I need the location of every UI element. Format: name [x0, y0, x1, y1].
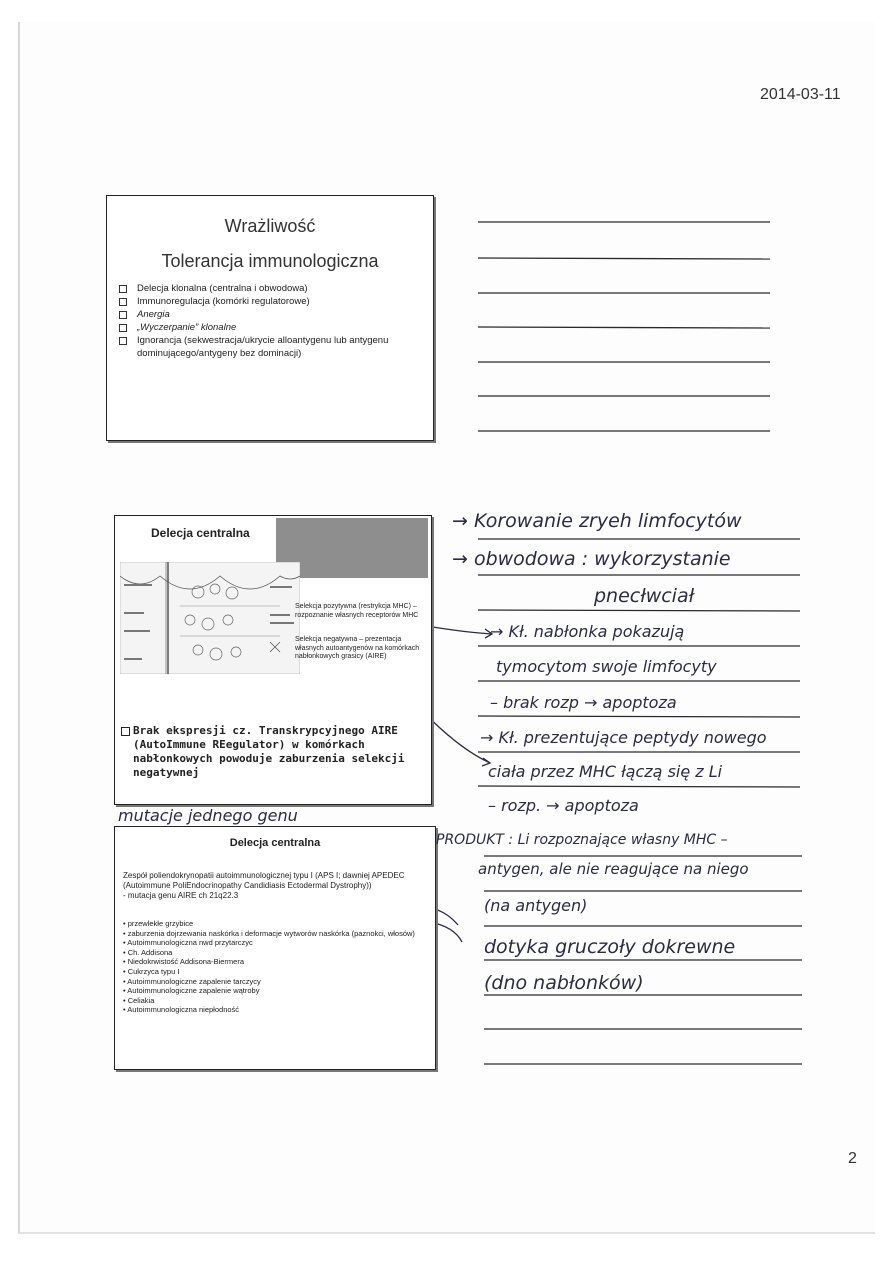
handwritten-note: mutacje jednego genu: [118, 806, 298, 825]
slide1-bullet: Immunoregulacja (komórki regulatorowe): [117, 295, 417, 308]
thymus-diagram: [120, 562, 300, 674]
slide2-title: Delecja centralna: [151, 526, 250, 540]
slide3-bullet: • przewlekłe grzybice: [123, 919, 429, 929]
handwritten-note: – rozp. → apoptoza: [488, 796, 639, 815]
slide3-bullet: • Cukrzyca typu I: [123, 967, 429, 977]
positive-selection-label: Selekcja pozytywna (restrykcja MHC) – rozpoznanie własnych receptorów MHC: [295, 603, 419, 619]
slide3-bullet: • Autoimmunologiczne zapalenie tarczycy: [123, 977, 429, 987]
handwritten-note: dotyka gruczoły dokrewne: [484, 936, 736, 958]
slide1-bullet: „Wyczerpanie” klonalne: [117, 321, 417, 334]
slide3-bullet: • Ch. Addisona: [123, 948, 429, 958]
slide1-subtitle: Tolerancja immunologiczna: [161, 251, 379, 271]
handwritten-note: → Korowanie zryeh limfocytów: [452, 510, 742, 532]
slide1-bullet-list: [117, 282, 417, 360]
handwritten-note: (dno nabłonków): [484, 972, 644, 994]
slide3-symptom-list: [123, 919, 429, 1015]
slide-aps1: [114, 826, 436, 1070]
handwritten-note: tymocytom swoje limfocyty: [496, 657, 717, 676]
slide3-intro-line: - mutacja genu AIRE ch 21q22.3: [123, 891, 239, 900]
slide-tolerancja: [106, 195, 434, 441]
slide3-title: Delecja centralna: [229, 837, 321, 849]
handwritten-note: – brak rozp → apoptoza: [490, 693, 677, 712]
slide3-intro-line: Zespół poliendokrynopatii autoimmunologicznej typu I (APS I; dawniej APEDEC (Autoimmune PoliEndocrinopathy Candidiasis Ectodermal Dystrophy)): [123, 871, 405, 890]
slide3-bullet: • Celiakia: [123, 996, 429, 1006]
slide3-intro: [123, 871, 429, 901]
negative-selection-label: Selekcja negatywna – prezentacja własnych autoantygenów na komórkach nabłonkowych grasicy (AIRE): [295, 636, 420, 660]
page-number: 2: [848, 1150, 857, 1167]
handwritten-note: pnecłwciał: [594, 585, 695, 607]
slide3-bullet: • Niedokrwistość Addisona-Biermera: [123, 957, 429, 967]
slide1-bullet: Delecja klonalna (centralna i obwodowa): [117, 282, 417, 295]
slide3-bullet: • Autoimmunologiczna nwd przytarczyc: [123, 938, 429, 948]
page-date: 2014-03-11: [760, 86, 841, 103]
slide1-bullet: Ignorancja (sekwestracja/ukrycie alloantygenu lub antygenu dominującego/antygeny bez dominacji): [117, 334, 417, 360]
slide1-title: Wrażliwość: [224, 216, 316, 236]
handwritten-note: PRODUKT : Li rozpoznające własny MHC –: [436, 832, 728, 848]
slide3-bullet: • zaburzenia dojrzewania naskórka i deformacje wytworów naskórka (paznokci, włosów): [123, 929, 429, 939]
slide1-bullet: Anergia: [117, 308, 417, 321]
slide-delecja-centralna: [114, 515, 432, 805]
handwritten-note: → Kł. prezentujące peptydy nowego: [480, 728, 767, 747]
handwritten-note: → Kł. nabłonka pokazują: [490, 622, 685, 641]
handwritten-note: → obwodowa : wykorzystanie: [452, 548, 731, 570]
handwritten-note: ciała przez MHC łączą się z Li: [488, 762, 723, 781]
slide3-bullet: • Autoimmunologiczne zapalenie wątroby: [123, 986, 429, 996]
slide2-aire-bullet: Brak ekspresji cz. Transkrypcyjnego AIRE (AutoImmune REegulator) w komórkach nabłonkowych powoduje zaburzenia selekcji negatywnej: [119, 724, 433, 780]
handwritten-note: (na antygen): [484, 896, 588, 915]
handwritten-note: antygen, ale nie reagujące na niego: [478, 860, 749, 878]
slide3-bullet: • Autoimmunologiczna niepłodność: [123, 1005, 429, 1015]
